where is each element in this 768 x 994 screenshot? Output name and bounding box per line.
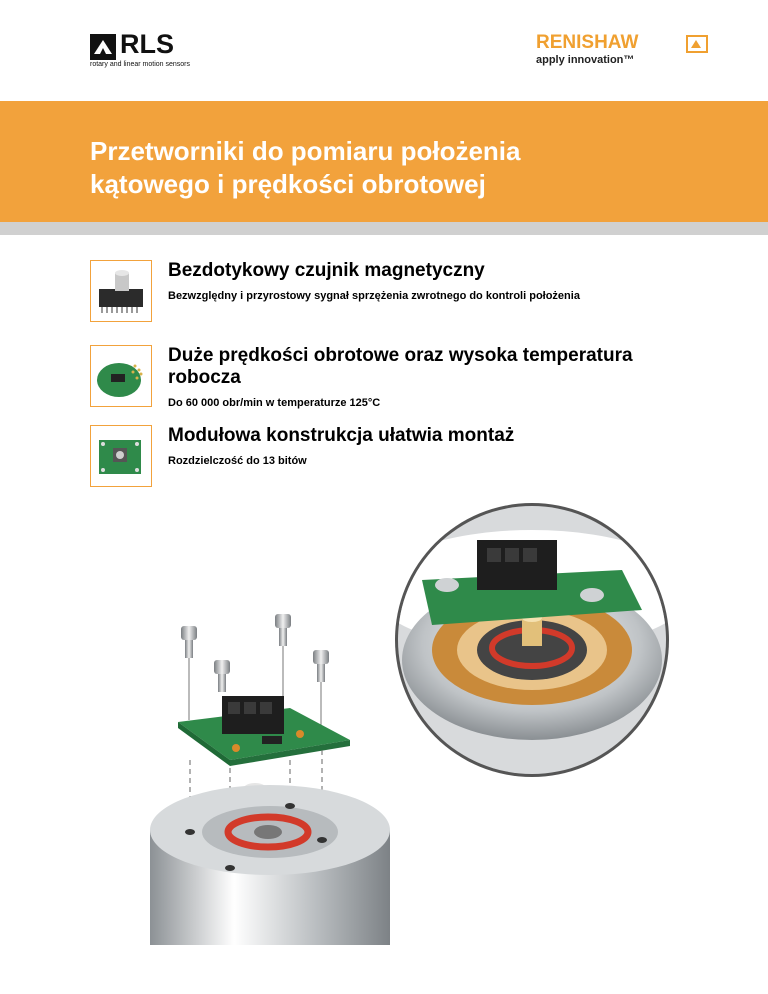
page-title-line-1: Przetworniki do pomiaru położenia xyxy=(90,136,521,166)
feature-description: Do 60 000 obr/min w temperaturze 125°C xyxy=(168,397,381,409)
renishaw-tagline: apply innovation™ xyxy=(536,54,635,66)
exploded-assembly-illustration xyxy=(150,610,390,945)
divider-bar xyxy=(0,222,768,235)
renishaw-wordmark: RENISHAW xyxy=(536,32,639,53)
page-title-line-2: kątowego i prędkości obrotowej xyxy=(90,169,486,199)
feature-title: Modułowa konstrukcja ułatwia montaż xyxy=(168,425,515,446)
feature-title: Duże prędkości obrotowe oraz wysoka temperatura robocza xyxy=(168,345,633,388)
feature-thumbnail xyxy=(90,345,152,407)
title-banner xyxy=(0,101,768,222)
page-title xyxy=(90,135,690,201)
square-pcb-icon xyxy=(91,426,151,486)
rls-wordmark: RLS xyxy=(120,29,174,59)
renishaw-mark-icon xyxy=(686,35,708,53)
feature-description: Bezwzględny i przyrostowy sygnał sprzężenia zwrotnego do kontroli położenia xyxy=(168,290,580,302)
feature-title: Bezdotykowy czujnik magnetyczny xyxy=(168,260,485,281)
feature-thumbnail xyxy=(90,260,152,322)
chip-sensor-icon xyxy=(91,261,151,321)
encoder-closeup-illustration xyxy=(392,500,672,780)
round-pcb-icon xyxy=(91,346,151,406)
screw-icon xyxy=(214,660,230,692)
rls-tagline: rotary and linear motion sensors xyxy=(90,61,190,68)
rls-mark-icon xyxy=(90,34,116,60)
feature-description: Rozdzielczość do 13 bitów xyxy=(168,455,307,467)
screw-icon xyxy=(275,614,291,710)
screw-icon xyxy=(181,626,197,720)
feature-thumbnail xyxy=(90,425,152,487)
renishaw-logo xyxy=(536,34,716,74)
rls-logo xyxy=(90,29,210,73)
